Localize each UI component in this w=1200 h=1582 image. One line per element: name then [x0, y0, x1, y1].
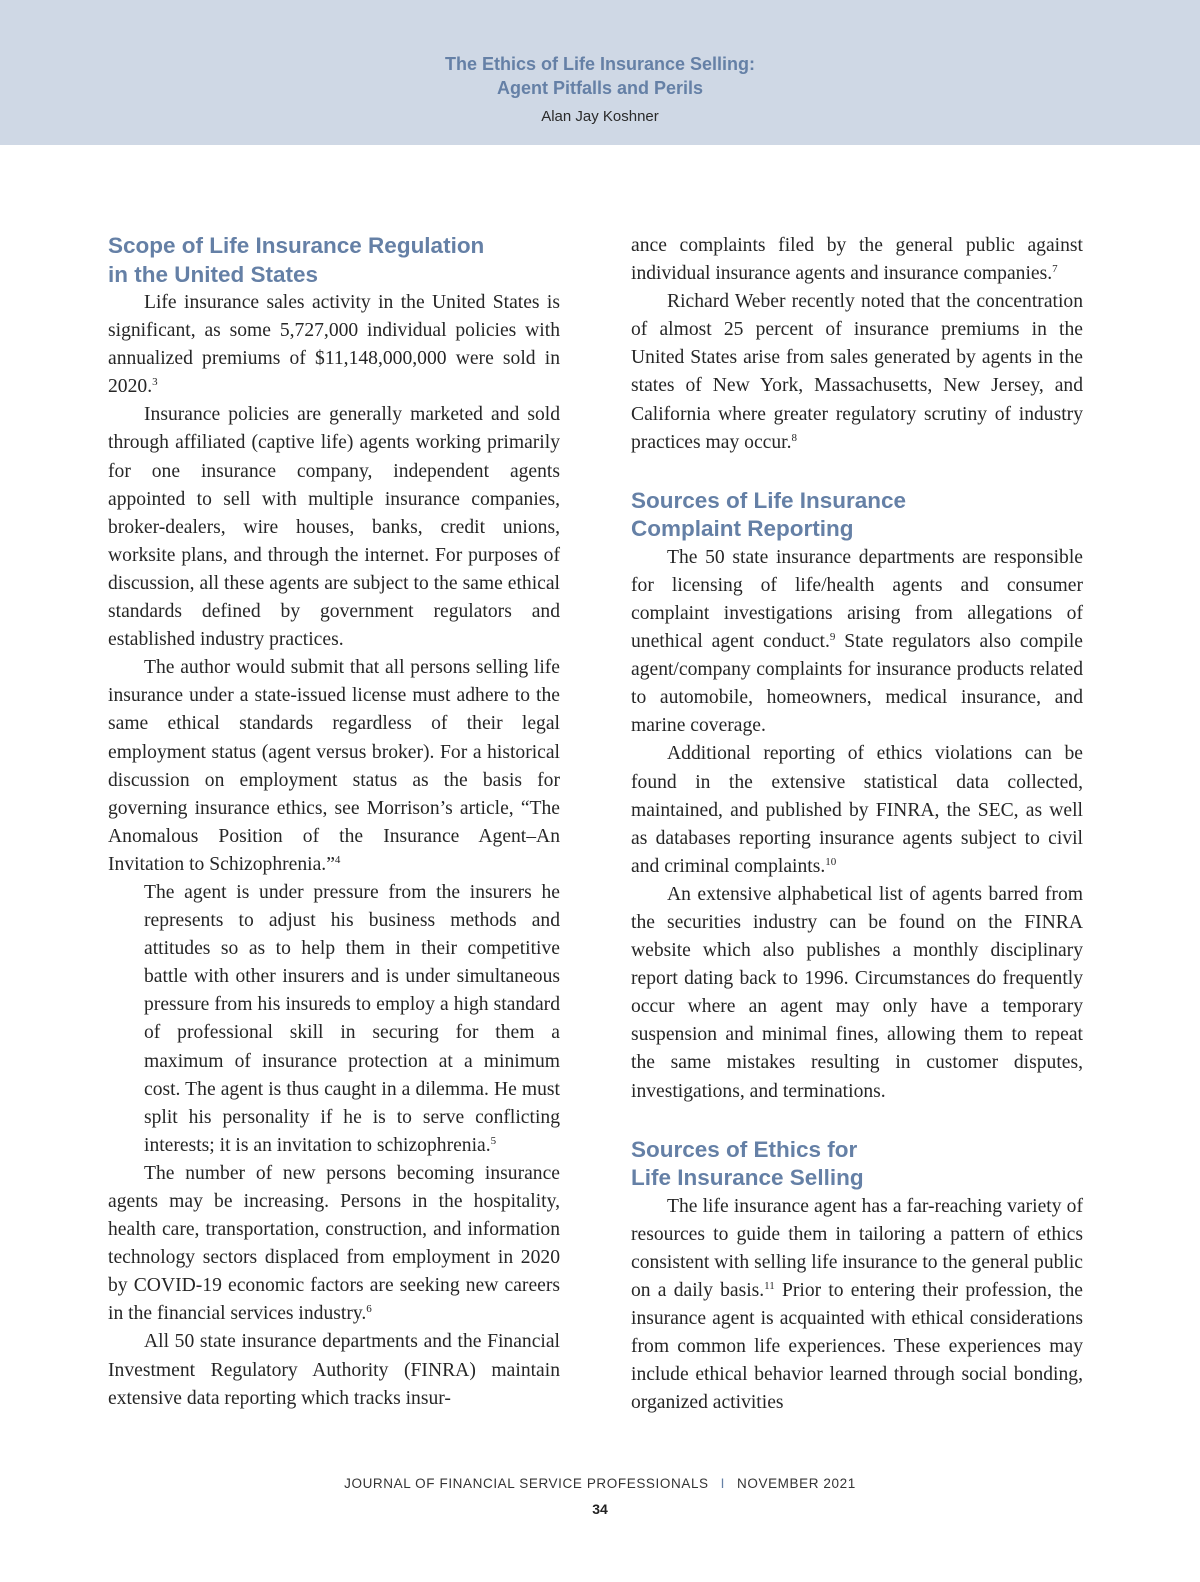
- block-quote: [144, 879, 560, 1160]
- paragraph: [108, 289, 560, 401]
- section-heading-line: Sources of Life Insurance: [631, 487, 907, 513]
- article-author: Alan Jay Koshner: [541, 108, 659, 125]
- footer-separator: I: [720, 1476, 726, 1491]
- footnote-ref[interactable]: 5: [490, 1134, 497, 1147]
- paragraph-text: The number of new persons becoming insurance agents may be increasing. Persons in the hospitality, health care, transportation, construction, and information technology sectors displaced from employment in 2020 by COVID-19 economic factors are seeking new careers in the financial services industry.: [108, 1162, 560, 1325]
- paragraph-text: Insurance policies are generally marketed and sold through affiliated (captive life) agents working primarily for one insurance company, independent agents appointed to sell with multiple insurance companies, broker-dealers, wire houses, banks, credit unions, worksite plans, and through the internet. For purposes of discussion, all these agents are subject to the same ethical standards defined by government regulators and established industry practices.: [108, 404, 560, 651]
- right-column: [631, 232, 1083, 1417]
- paragraph: [108, 1328, 560, 1412]
- paragraph: [631, 881, 1083, 1106]
- left-column: [108, 232, 560, 1413]
- paragraph: [631, 288, 1083, 457]
- section-heading-line: in the United States: [108, 261, 319, 287]
- paragraph: [108, 1160, 560, 1329]
- running-header: [0, 0, 1200, 145]
- section-heading-line: Sources of Ethics for: [631, 1136, 858, 1162]
- section-heading-complaint-reporting: [631, 487, 1083, 544]
- paragraph-text: Additional reporting of ethics violations can be found in the extensive statistical data collected, maintained, and published by FINRA, the SEC, as well as databases reporting insurance agents subject to civil and criminal complaints.: [631, 743, 1083, 877]
- footnote-ref[interactable]: 8: [791, 431, 797, 444]
- section-heading-line: Complaint Reporting: [631, 516, 854, 542]
- journal-name: JOURNAL OF FINANCIAL SERVICE PROFESSIONALS: [344, 1476, 709, 1491]
- section-heading-scope: [108, 232, 560, 289]
- paragraph: [631, 544, 1083, 741]
- paragraph: [631, 740, 1083, 880]
- footnote-ref[interactable]: 7: [1052, 263, 1058, 276]
- footnote-ref[interactable]: 3: [152, 376, 158, 389]
- page-number: 34: [592, 1501, 608, 1517]
- footnote-ref[interactable]: 10: [825, 855, 837, 868]
- footnote-ref[interactable]: 4: [334, 853, 341, 866]
- article-title-line1: The Ethics of Life Insurance Selling:: [444, 54, 756, 74]
- paragraph-text: Richard Weber recently noted that the concentration of almost 25 percent of insurance premiums in the United States arise from sales generated by agents in the states of New York, Massachusetts, New Jersey, and California where greater regulatory scrutiny of industry practices may occur.: [631, 291, 1083, 453]
- paragraph-text: The author would submit that all persons selling life insurance under a state-issued license must adhere to the same ethical standards regardless of their legal employment status (agent versus broker). For a historical discussion on employment status as the basis for governing insurance ethics, see Morrison’s article, “The Anomalous Position of the Insurance Agent–An Invitation to Schizophrenia.”: [108, 657, 560, 875]
- footnote-ref[interactable]: 11: [764, 1279, 775, 1292]
- paragraph-text: Life insurance sales activity in the United States is significant, as some 5,727,000 individual policies with annualized premiums of $11,148,000,000 were sold in 2020.: [108, 292, 560, 398]
- paragraph: [108, 654, 560, 879]
- paragraph-text: ance complaints filed by the general public against individual insurance agents and insurance companies.: [631, 235, 1083, 285]
- paragraph: [631, 1193, 1083, 1418]
- paragraph: [108, 401, 560, 654]
- section-heading-line: Life Insurance Selling: [631, 1165, 864, 1191]
- paragraph-text: All 50 state insurance departments and the Financial Investment Regulatory Authority (FINRA) maintain extensive data reporting which tracks insur-: [108, 1331, 560, 1409]
- running-footer: [0, 1476, 1200, 1491]
- paragraph-text: The life insurance agent has a far-reaching variety of resources to guide them in tailoring a pattern of ethics consistent with selling life insurance to the general public on a daily basis.: [631, 1195, 1083, 1301]
- paragraph-text: The 50 state insurance departments are responsible for licensing of life/health agents and consumer complaint investigations arising from allegations of unethical agent conduct.: [631, 546, 1083, 653]
- paragraph-text: Prior to entering their profession, the insurance agent is acquainted with ethical considerations from common life experiences. These experiences may include ethical behavior learned through social bonding, organized activities: [631, 1279, 1083, 1414]
- article-title-line2: Agent Pitfalls and Perils: [496, 78, 704, 98]
- footnote-ref[interactable]: 6: [366, 1303, 372, 1316]
- footnote-ref[interactable]: 9: [829, 631, 836, 644]
- quote-text: The agent is under pressure from the insurers he represents to adjust his business methods and attitudes so as to help them in their competitive battle with other insurers and is under simultaneous pressure from his insureds to employ a high standard of professional skill in securing for them a maximum of insurance protection at a minimum cost. The agent is thus caught in a dilemma. He must split his personality if he is to serve conflicting interests; it is an invitation to schizophrenia.: [144, 881, 560, 1156]
- issue-date: NOVEMBER 2021: [737, 1476, 856, 1491]
- section-heading-line: Scope of Life Insurance Regulation: [108, 233, 485, 258]
- paragraph-continued: [631, 232, 1083, 288]
- section-heading-ethics-sources: [631, 1136, 1083, 1193]
- paragraph-text: An extensive alphabetical list of agents barred from the securities industry can be found on the FINRA website which also publishes a monthly disciplinary report dating back to 1996. Circumstances do frequently occur where an agent may only have a temporary suspension and minimal fines, allowing them to repeat the same mistakes resulting in customer disputes, investigations, and terminations.: [631, 883, 1083, 1102]
- paragraph-text: State regulators also compile agent/company complaints for insurance products related to automobile, homeowners, medical insurance, and marine coverage.: [631, 631, 1083, 737]
